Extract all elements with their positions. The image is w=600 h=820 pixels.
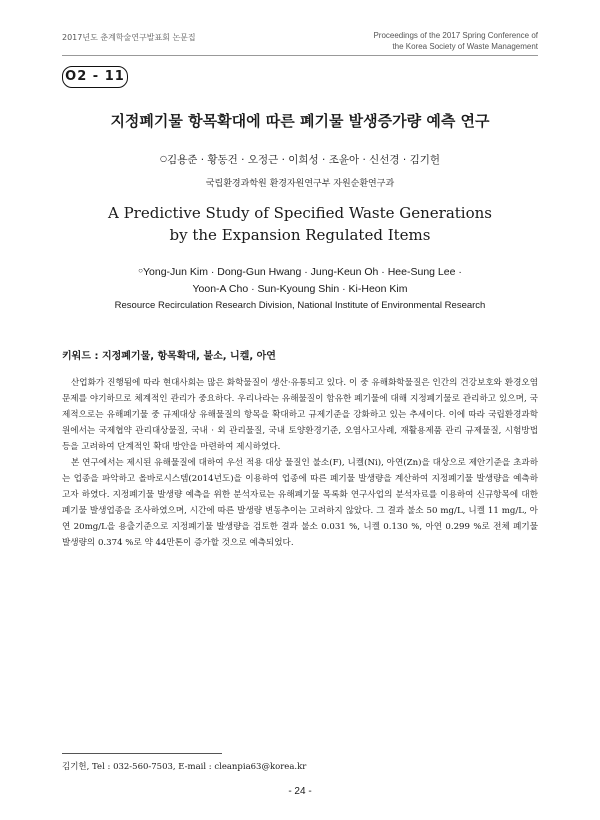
affiliation-english: Resource Recirculation Research Division, National Institute of Environmental Research: [114, 300, 486, 311]
presenter-mark: ○: [159, 154, 167, 163]
running-header-right: [373, 30, 538, 52]
header-divider: [62, 55, 538, 56]
abstract-paragraph-2: 본 연구에서는 제시된 유해물질에 대하여 우선 적용 대상 물질인 불소(F), 니켈(Ni), 아연(Zn)을 대상으로 제안기준을 초과하는 업종을 파악하고 올바로시스템(2014년도)을 이용하여 업종에 따른 폐기물 발생량을 계산하여 지정폐기물 발생량을 예측하고자 하였다. 지정폐기물 발생량 예측을 위한 분석자료는 유해폐기물 목록화 연구사업의 분석자료를 이용하여 신규항목에 대한 폐기물 발생업종을 조사하였으며, 시간에 따른 발생량 변동추이는 고려하지 않았다. 그 결과 불소 50 mg/L, 니켈 11 mg/L, 아연 20mg/L을 용출기준으로 지정폐기물 발생량을 검토한 결과 불소 0.031 %, 니켈 0.130 %, 아연 0.299 %로 전체 폐기물 발생량의 0.374 %로 약 44만톤이 증가할 것으로 예측되었다.: [62, 458, 538, 548]
authors-english-line1: Yong-Jun Kim · Dong-Gun Hwang · Jung-Keun Oh · Hee-Sung Lee ·: [142, 266, 462, 278]
running-header-right-line1: Proceedings of the 2017 Spring Conference of: [373, 31, 538, 40]
paper-id-badge: O2 - 11: [62, 66, 128, 88]
running-header-left: 2017년도 춘계학술연구발표회 논문집: [62, 33, 196, 42]
title-english: [0, 202, 600, 246]
affiliation-korean: 국립환경과학원 환경자원연구부 자원순환연구과: [205, 179, 395, 189]
running-header-right-line2: the Korea Society of Waste Management: [392, 42, 538, 51]
presenter-mark-en: ○: [138, 266, 143, 275]
footnote-divider: [62, 753, 222, 754]
authors-korean: [0, 152, 600, 167]
authors-korean-names: 김용준 · 황동건 · 오정근 · 이희성 · 조윤아 · 신선경 · 김기헌: [166, 154, 441, 166]
abstract-body: [62, 375, 538, 551]
authors-english: [0, 262, 600, 298]
abstract-paragraph-1: 산업화가 진행됨에 따라 현대사회는 많은 화학물질이 생산·유통되고 있다. 이 중 유해화학물질은 인간의 건강보호와 환경오염 문제를 야기하므로 체계적인 관리가 중요하다. 우리나라는 유해물질이 함유한 폐기물에 대해 지정폐기물로 관리하고 있으며, 국제적으로는 유해폐기물 중 규제대상 유해물질의 항목을 확대하고 규제기준을 강화하고 있는 추세이다. 이에 따라 국립환경과학원에서는 국제협약 관리대상물질, 국내 · 외 관리물질, 국내 토양환경기준, 오염사고사례, 재활용제품 관리 규제물질, 시험방법 등을 고려하여 단계적인 확대 방안을 마련하여 제시하였다.: [62, 378, 538, 452]
authors-english-line2: Yoon-A Cho · Sun-Kyoung Shin · Ki-Heon Kim: [192, 283, 408, 295]
title-english-line2: by the Expansion Regulated Items: [169, 226, 431, 244]
title-korean: 지정폐기물 항목확대에 따른 폐기물 발생증가량 예측 연구: [110, 112, 490, 130]
corresponding-author-footnote: 김기헌, Tel : 032-560-7503, E-mail : cleanpia63@korea.kr: [62, 762, 307, 772]
title-english-line1: A Predictive Study of Specified Waste Generations: [107, 204, 492, 222]
keywords: 키워드 : 지정폐기물, 항목확대, 불소, 니켈, 아연: [62, 351, 276, 362]
page-number: - 24 -: [288, 786, 312, 797]
